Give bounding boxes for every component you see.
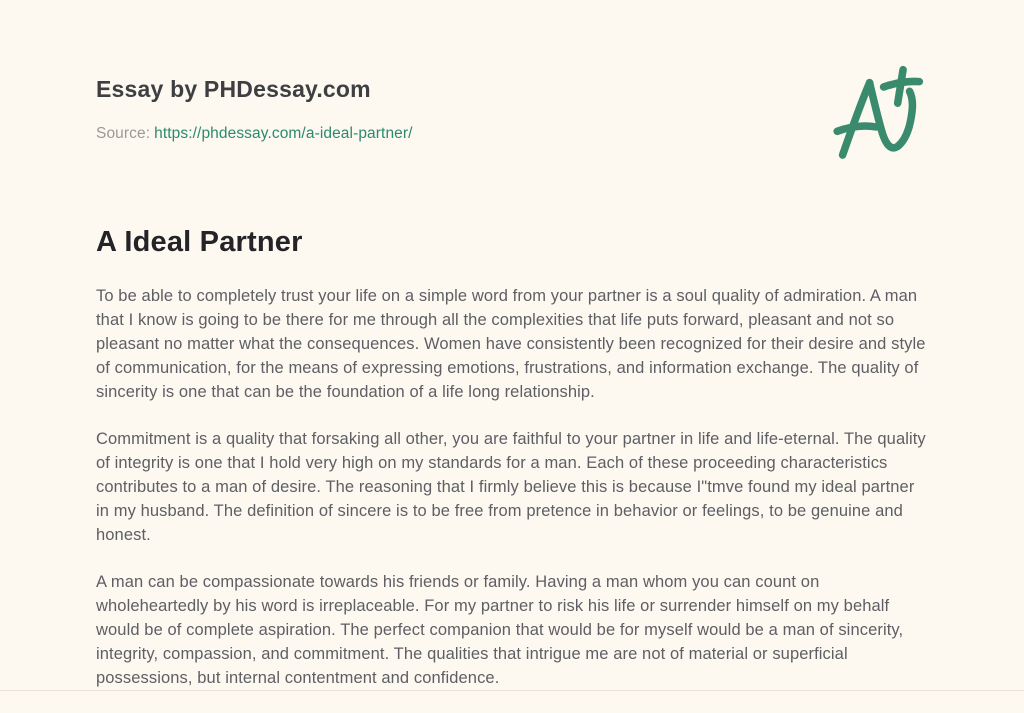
essay-body	[96, 284, 930, 713]
essay-paragraph-3: A man can be compassionate towards his friends or family. Having a man whom you can count on wholeheartedly by his word is irreplaceable. For my partner to risk his life or surrender himself on my behalf would be of complete aspiration. The perfect companion that would be for myself would be a man of sincerity, integrity, compassion, and commitment. The qualities that intrigue me are not of material or superficial possessions, but internal contentment and confidence.	[96, 573, 904, 687]
page-title: Essay by PHDessay.com	[96, 76, 371, 102]
essay-title: A Ideal Partner	[96, 226, 303, 258]
phdessay-a-plus-logo-icon	[820, 60, 930, 168]
essay-paragraph-2: Commitment is a quality that forsaking all other, you are faithful to your partner in life and life-eternal. The quality of integrity is one that I hold very high on my standards for a man. Each of these proceeding characteristics contributes to a man of desire. The reasoning that I firmly believe this is because I"tmve found my ideal partner in my husband. The definition of sincere is to be free from pretence in behavior or feelings, to be genuine and honest.	[96, 430, 926, 544]
bottom-divider	[0, 690, 1024, 691]
essay-paragraph-1: To be able to completely trust your life on a simple word from your partner is a soul quality of admiration. A man that I know is going to be there for me through all the complexities that life puts forward, pleasant and not so pleasant no matter what the consequences. Women have consistently been recognized for their desire and style of communication, for the means of expressing emotions, frustrations, and information exchange. The quality of sincerity is one that can be the foundation of a life long relationship.	[96, 287, 926, 401]
source-url-link[interactable]: https://phdessay.com/a-ideal-partner/	[154, 125, 413, 142]
source-label: Source:	[96, 125, 151, 142]
source-line	[96, 125, 413, 143]
